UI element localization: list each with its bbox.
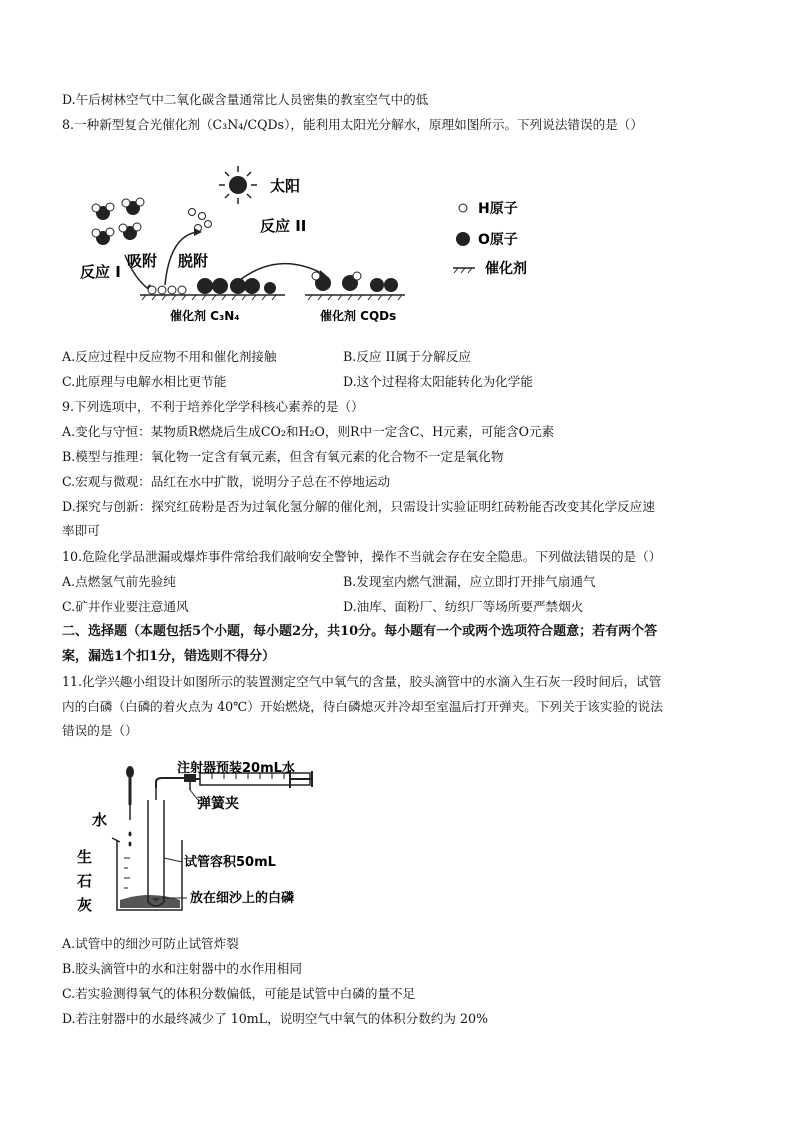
water-label: 水 [92,811,108,829]
section2-heading-cont: 案，漏选1个扣1分，错选则不得分） [62,649,276,664]
legend-o-label: O原子 [478,232,518,248]
q11-option-c: C.若实验测得氧气的体积分数偏低，可能是试管中白磷的量不足 [62,986,416,1001]
reaction1-label: 反应 I [80,263,121,281]
legend-h-label: H原子 [478,201,518,217]
reaction2-label: 反应 II [260,217,307,235]
tube-label: 试管容积50mL [184,855,276,870]
phosphorus-label: 放在细沙上的白磷 [190,891,295,906]
catalyst2-label: 催化剂 CQDs [320,309,397,323]
q10-option-a: A.点燃氢气前先验纯 [62,574,176,589]
q8-option-d: D.这个过程将太阳能转化为化学能 [343,374,533,389]
clamp-label: 弹簧夹 [197,796,239,812]
q11-option-b: B.胶头滴管中的水和注射器中的水作用相同 [62,961,302,976]
lime-label-3: 灰 [77,896,93,914]
dropper-icon [126,766,134,847]
q11-stem-line1: 11.化学兴趣小组设计如图所示的装置测定空气中氧气的含量，胶头滴管中的水滴入生石灰一段时间后，试管 [62,674,662,689]
q8-figure [80,160,560,330]
catalyst1-label: 催化剂 C₃N₄ [170,309,240,323]
adsorb-label: 吸附 [127,252,158,270]
q11-option-d: D.若注射器中的水最终减少了 10mL，说明空气中氧气的体积分数约为 20% [62,1011,489,1026]
q10-option-b: B.发现室内燃气泄漏，应立即打开排气扇通气 [343,574,596,589]
lime-label-1: 生 [77,848,93,866]
q8-stem: 8.一种新型复合光催化剂（C₃N₄/CQDs），能利用太阳光分解水，原理如图所示。下列说法错误的是（） [62,117,643,132]
sun-label: 太阳 [270,177,301,195]
q11-stem-line2: 内的白磷（白磷的着火点为 40℃）开始燃烧，待白磷熄灭并冷却至室温后打开弹夹。下列关于该实验的说法 [62,699,663,714]
syringe-label: 注射器预装20mL水 [177,761,295,776]
q9-option-d-cont: 率即可 [62,523,100,538]
catalyst-legend-icon [453,268,475,273]
q8-option-b: B.反应 II属于分解反应 [343,349,471,364]
h-atom-legend-icon [459,204,467,212]
q9-option-d: D.探究与创新：探究红砖粉是否为过氧化氢分解的催化剂，只需设计实验证明红砖粉能否改变其化学反应速 [62,499,655,514]
q8-option-c: C.此原理与电解水相比更节能 [62,374,227,389]
sun-icon [219,166,257,204]
q9-option-a: A.变化与守恒：某物质R燃烧后生成CO₂和H₂O，则R中一定含C、H元素，可能含O元素 [62,424,555,439]
q11-option-a: A.试管中的细沙可防止试管炸裂 [62,936,239,951]
q11-stem-line3: 错误的是（） [62,723,138,738]
q9-stem: 9.下列选项中，不利于培养化学学科核心素养的是（） [62,399,364,414]
desorb-label: 脱附 [178,252,209,270]
q9-option-b: B.模型与推理：氧化物一定含有氧元素，但含有氧元素的化合物不一定是氧化物 [62,449,504,464]
spring-clamp-icon [184,774,196,790]
beaker-icon [112,838,182,910]
test-tube-icon [148,788,164,906]
q10-option-d: D.油库、面粉厂、纺织厂等场所要严禁烟火 [343,599,584,614]
lime-label-2: 石 [77,872,93,890]
section2-heading: 二、选择题（本题包括5个小题，每小题2分，共10分。每小题有一个或两个选项符合题意；若有两个答 [62,624,658,639]
q10-stem: 10.危险化学品泄漏或爆炸事件常给我们敲响安全警钟，操作不当就会存在安全隐患。下列做法错误的是（） [62,549,662,564]
q7-option-d: D.午后树林空气中二氧化碳含量通常比人员密集的教室空气中的低 [62,92,429,107]
q10-option-c: C.矿井作业要注意通风 [62,599,189,614]
q11-apparatus-figure [72,760,372,920]
water-molecules [92,198,144,245]
q9-option-c: C.宏观与微观：品红在水中扩散，说明分子总在不停地运动 [62,474,391,489]
o-atom-legend-icon [456,232,470,246]
legend-catalyst-label: 催化剂 [485,261,527,277]
q8-option-a: A.反应过程中反应物不用和催化剂接触 [62,349,277,364]
